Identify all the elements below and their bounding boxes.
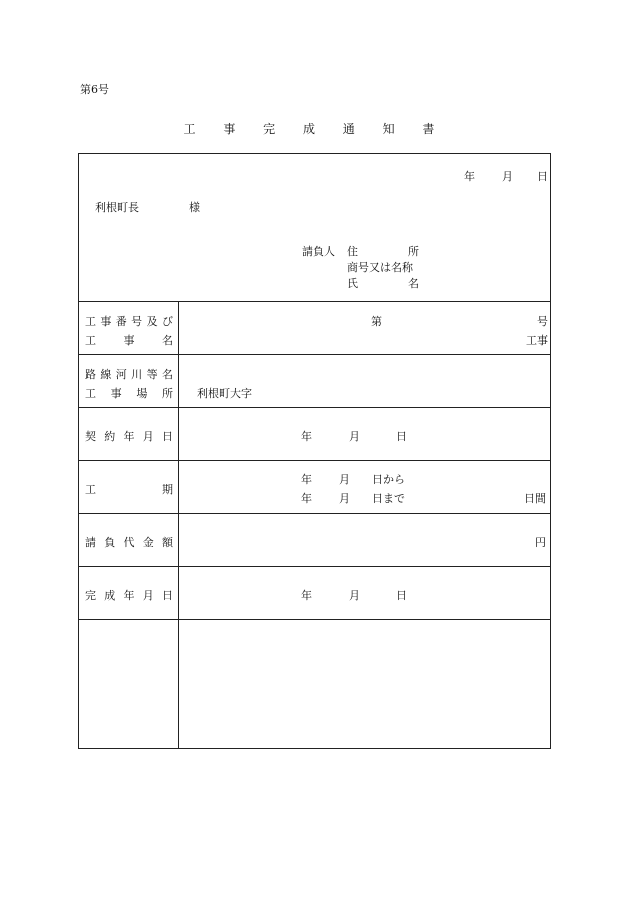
label-period: 工 期: [79, 461, 179, 513]
row-work-number: [79, 302, 550, 355]
contract-month: 月: [349, 430, 360, 443]
label-work-number-line2: 工 事 名: [85, 334, 173, 347]
date-year: 年: [464, 170, 475, 183]
completion-day: 日: [396, 589, 407, 602]
contract-year: 年: [301, 430, 312, 443]
period-to-month: 月: [339, 492, 350, 505]
company-label: 商号又は名称: [347, 261, 413, 274]
period-from-year: 年: [301, 473, 312, 486]
work-number-prefix: 第: [371, 315, 382, 328]
label-contract-date: 契 約 年 月 日: [79, 408, 179, 460]
contractor-label: 請負人: [302, 245, 335, 258]
name-label-2: 名: [408, 277, 419, 290]
period-from-day: 日から: [372, 473, 405, 486]
address-label-2: 所: [408, 245, 419, 258]
label-remarks: [79, 620, 179, 748]
name-label-1: 氏: [347, 277, 358, 290]
label-location-line2: 工 事 場 所: [85, 387, 173, 400]
completion-month: 月: [349, 589, 360, 602]
form-table: [78, 153, 551, 749]
row-completion-date: [79, 567, 550, 620]
period-days: 日間: [524, 492, 546, 505]
row-remarks: [79, 620, 550, 748]
completion-year: 年: [301, 589, 312, 602]
label-completion-date: 完 成 年 月 日: [79, 567, 179, 619]
label-location: [79, 355, 179, 407]
row-period: [79, 461, 550, 514]
date-month: 月: [502, 170, 513, 183]
work-number-suffix: 号: [537, 315, 548, 328]
form-number: 第6号: [80, 83, 109, 96]
address-label-1: 住: [347, 245, 358, 258]
period-from-month: 月: [339, 473, 350, 486]
label-location-line1: 路 線 河 川 等 名: [85, 368, 173, 381]
label-work-number-line1: 工 事 番 号 及 び: [85, 315, 173, 328]
work-name-suffix: 工事: [526, 334, 548, 347]
row-location: [79, 355, 550, 408]
document-title: 工 事 完 成 通 知 書: [183, 122, 447, 136]
location-value: 利根町大字: [197, 387, 252, 400]
date-day: 日: [537, 170, 548, 183]
honorific: 様: [189, 201, 200, 214]
header-block: [79, 154, 550, 302]
contract-day: 日: [396, 430, 407, 443]
amount-unit: 円: [535, 536, 546, 549]
addressee: 利根町長: [95, 201, 139, 214]
row-contract-date: [79, 408, 550, 461]
row-amount: [79, 514, 550, 567]
label-work-number: [79, 302, 179, 354]
period-to-year: 年: [301, 492, 312, 505]
label-amount: 請 負 代 金 額: [79, 514, 179, 566]
period-to-day: 日まで: [372, 492, 405, 505]
